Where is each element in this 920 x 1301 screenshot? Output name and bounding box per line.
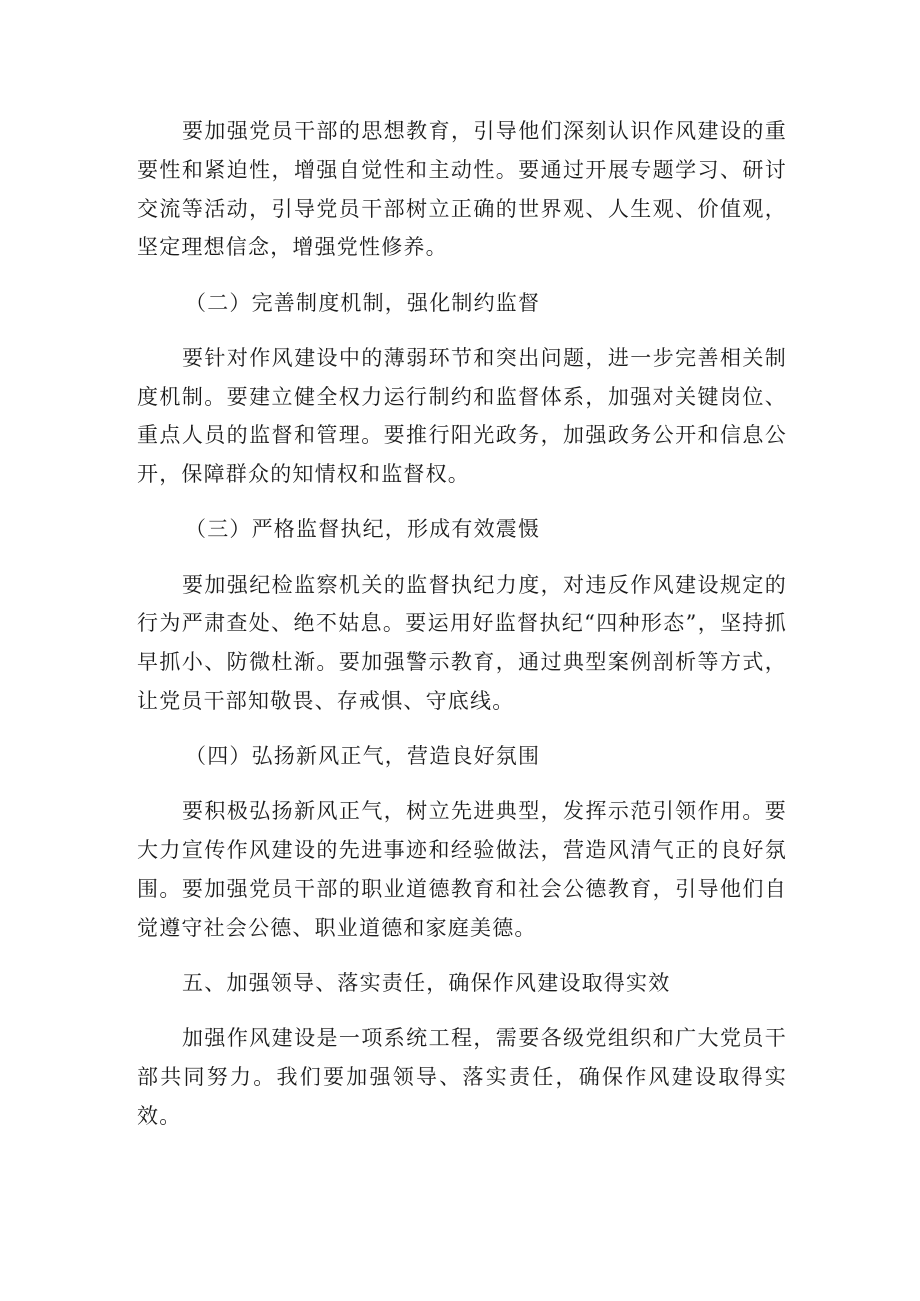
paragraph-ideological-education: 要加强党员干部的思想教育，引导他们深刻认识作风建设的重要性和紧迫性，增强自觉性和主动性。要通过开展专题学习、研讨交流等活动，引导党员干部树立正确的世界观、人生观、价值观，坚定理想信念，增强党性修养。 (137, 119, 787, 260)
paragraph-new-atmosphere: 要积极弘扬新风正气，树立先进典型，发挥示范引领作用。要大力宣传作风建设的先进事迹和经验做法，营造风清气正的良好氛围。要加强党员干部的职业道德教育和社会公德教育，引导他们自觉遵守社会公德、职业道德和家庭美德。 (137, 799, 787, 940)
document-page (137, 112, 787, 1152)
paragraph-institutional-mechanism: 要针对作风建设中的薄弱环节和突出问题，进一步完善相关制度机制。要建立健全权力运行制约和监督体系，加强对关键岗位、重点人员的监督和管理。要推行阳光政务，加强政务公开和信息公开，保障群众的知情权和监督权。 (137, 345, 787, 487)
paragraph-supervision-discipline: 要加强纪检监察机关的监督执纪力度，对违反作风建设规定的行为严肃查处、绝不姑息。要运用好监督执纪“四种形态”，坚持抓早抓小、防微杜渐。要加强警示教育，通过典型案例剖析等方式，让党员干部知敬畏、存戒惧、守底线。 (137, 572, 787, 713)
section-heading-2: （二）完善制度机制，强化制约监督 (185, 290, 541, 315)
section-heading-3: （三）严格监督执纪，形成有效震慑 (185, 517, 541, 542)
section-heading-5: 五、加强领导、落实责任，确保作风建设取得实效 (182, 970, 671, 995)
section-heading-4: （四）弘扬新风正气，营造良好氛围 (185, 744, 541, 769)
paragraph-leadership-responsibility: 加强作风建设是一项系统工程，需要各级党组织和广大党员干部共同努力。我们要加强领导、落实责任，确保作风建设取得实效。 (137, 1026, 787, 1128)
